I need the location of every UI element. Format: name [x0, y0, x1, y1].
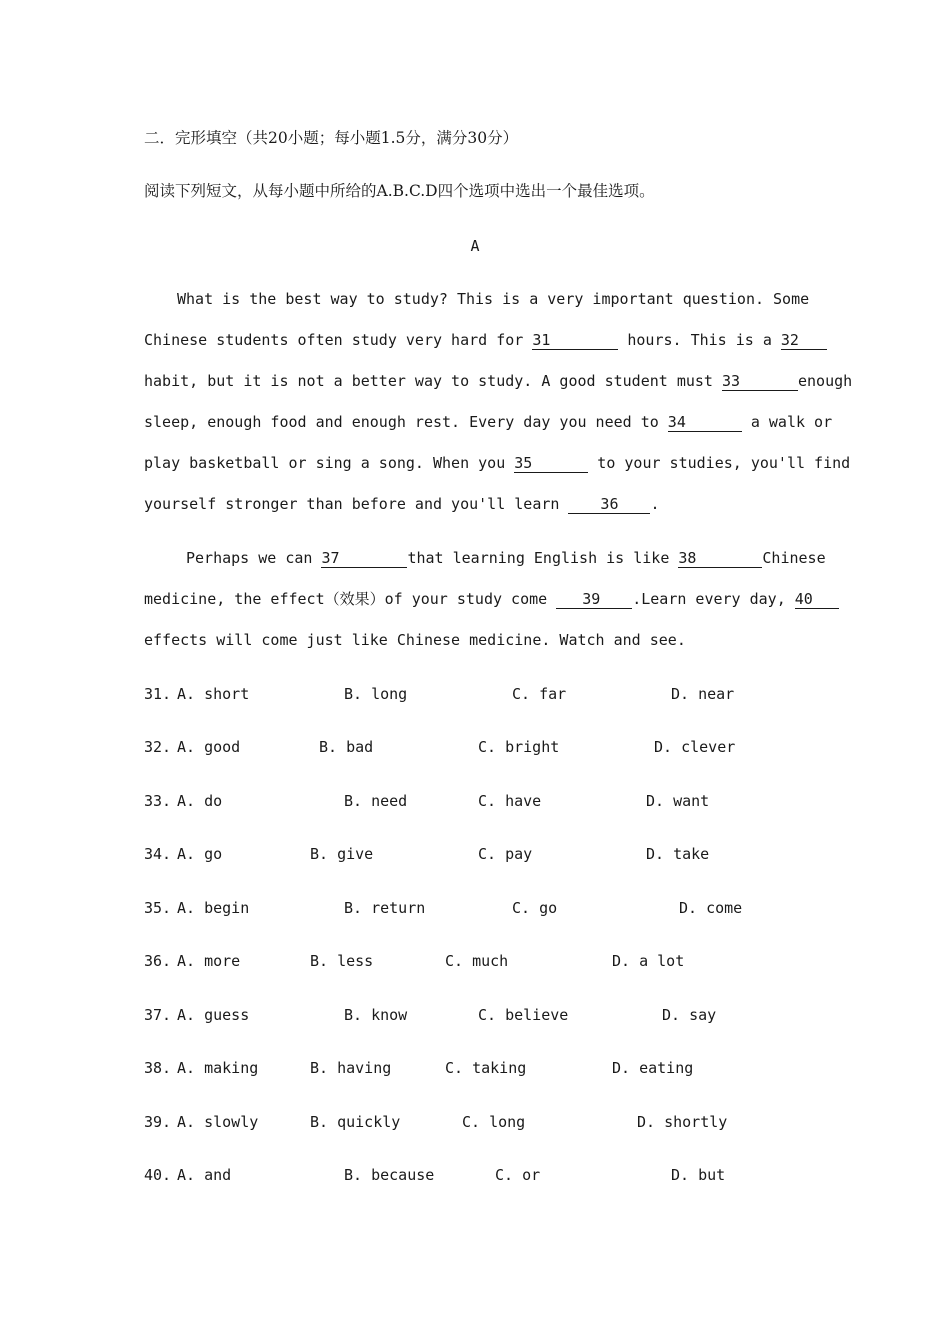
question-number: 37.	[144, 1006, 172, 1024]
option-c[interactable]: C. taking	[445, 1059, 527, 1077]
blank-31[interactable]: 31	[532, 332, 618, 350]
option-d[interactable]: D. shortly	[637, 1113, 728, 1131]
question-38	[144, 1058, 806, 1078]
question-31	[144, 684, 806, 704]
option-c[interactable]: C. long	[462, 1113, 526, 1131]
option-b[interactable]: B. know	[344, 1006, 408, 1024]
option-a[interactable]: A. good	[177, 738, 241, 756]
question-number: 40.	[144, 1166, 172, 1184]
passage-text: medicine, the effect（效果）of your study come	[144, 590, 548, 608]
passage-text: yourself stronger than before and you'll learn	[144, 495, 560, 513]
option-b[interactable]: B. need	[344, 792, 408, 810]
option-a[interactable]: A. making	[177, 1059, 259, 1077]
passage-line	[144, 412, 833, 432]
option-a[interactable]: A. go	[177, 845, 223, 863]
blank-35[interactable]: 35	[514, 455, 588, 473]
passage-text: enough	[797, 372, 853, 390]
passage-text: .Learn every day,	[632, 590, 786, 608]
option-a[interactable]: A. more	[177, 952, 241, 970]
question-number: 38.	[144, 1059, 172, 1077]
passage-line	[177, 289, 810, 309]
option-b[interactable]: B. long	[344, 685, 408, 703]
blank-36[interactable]: 36	[568, 496, 650, 514]
passage-text: Perhaps we can	[186, 549, 313, 567]
passage-text: a walk or	[750, 413, 833, 431]
passage-line	[144, 371, 853, 391]
question-40	[144, 1165, 806, 1185]
blank-34[interactable]: 34	[668, 414, 742, 432]
question-39	[144, 1112, 806, 1132]
option-b[interactable]: B. having	[310, 1059, 392, 1077]
option-c[interactable]: C. bright	[478, 738, 560, 756]
option-c[interactable]: C. believe	[478, 1006, 569, 1024]
option-b[interactable]: B. less	[310, 952, 374, 970]
option-d[interactable]: D. want	[646, 792, 710, 810]
passage-text: effects will come just like Chinese medicine. Watch and see.	[144, 631, 686, 649]
option-a[interactable]: A. guess	[177, 1006, 250, 1024]
passage-text: What is the best way to study? This is a very important question. Some	[177, 290, 810, 308]
question-34	[144, 844, 806, 864]
option-d[interactable]: D. eating	[612, 1059, 694, 1077]
passage-text: play basketball or sing a song. When you	[144, 454, 506, 472]
question-number: 39.	[144, 1113, 172, 1131]
option-a[interactable]: A. do	[177, 792, 223, 810]
option-b[interactable]: B. quickly	[310, 1113, 401, 1131]
passage-text: hours. This is a	[627, 331, 772, 349]
question-number: 33.	[144, 792, 172, 810]
question-number: 31.	[144, 685, 172, 703]
question-36	[144, 951, 806, 971]
passage-text: to your studies, you'll find	[597, 454, 851, 472]
option-a[interactable]: A. begin	[177, 899, 250, 917]
option-c[interactable]: C. much	[445, 952, 509, 970]
option-b[interactable]: B. give	[310, 845, 374, 863]
passage-line	[144, 494, 806, 514]
option-c[interactable]: C. go	[512, 899, 558, 917]
section-heading: 二．完形填空（共20小题；每小题1.5分，满分30分）	[144, 129, 519, 147]
option-c[interactable]: C. have	[478, 792, 542, 810]
passage-text: Chinese students often study very hard for	[144, 331, 524, 349]
blank-38[interactable]: 38	[678, 550, 762, 568]
passage-line	[144, 330, 806, 350]
option-d[interactable]: D. but	[671, 1166, 726, 1184]
option-d[interactable]: D. clever	[654, 738, 736, 756]
option-d[interactable]: D. a lot	[612, 952, 685, 970]
question-number: 34.	[144, 845, 172, 863]
question-32	[144, 737, 806, 757]
passage-text: habit, but it is not a better way to study. A good student must	[144, 372, 713, 390]
option-a[interactable]: A. slowly	[177, 1113, 259, 1131]
option-a[interactable]: A. and	[177, 1166, 232, 1184]
passage-text: that learning English is like	[407, 549, 670, 567]
passage-line	[186, 548, 826, 568]
option-d[interactable]: D. come	[679, 899, 743, 917]
question-number: 35.	[144, 899, 172, 917]
option-c[interactable]: C. pay	[478, 845, 533, 863]
passage-label: A	[470, 237, 480, 255]
blank-32[interactable]: 32	[781, 332, 827, 350]
passage-line	[144, 589, 813, 609]
blank-37[interactable]: 37	[321, 550, 407, 568]
option-d[interactable]: D. take	[646, 845, 710, 863]
option-b[interactable]: B. return	[344, 899, 426, 917]
blank-39-number: 39	[582, 590, 601, 608]
option-b[interactable]: B. because	[344, 1166, 435, 1184]
passage-text: sleep, enough food and enough rest. Every day you need to	[144, 413, 659, 431]
blank-33[interactable]: 33	[722, 373, 798, 391]
passage-text: Chinese	[762, 549, 826, 567]
question-37	[144, 1005, 806, 1025]
question-35	[144, 898, 806, 918]
option-b[interactable]: B. bad	[319, 738, 374, 756]
option-c[interactable]: C. or	[495, 1166, 541, 1184]
blank-40[interactable]: 40	[795, 591, 839, 609]
option-d[interactable]: D. say	[662, 1006, 717, 1024]
blank-39[interactable]	[556, 591, 632, 609]
instruction: 阅读下列短文，从每小题中所给的A.B.C.D四个选项中选出一个最佳选项。	[144, 182, 655, 200]
passage-line	[144, 453, 851, 473]
question-number: 32.	[144, 738, 172, 756]
question-number: 36.	[144, 952, 172, 970]
passage-text: .	[650, 495, 660, 513]
question-33	[144, 791, 806, 811]
option-d[interactable]: D. near	[671, 685, 735, 703]
passage-line	[144, 630, 806, 650]
option-c[interactable]: C. far	[512, 685, 567, 703]
option-a[interactable]: A. short	[177, 685, 250, 703]
